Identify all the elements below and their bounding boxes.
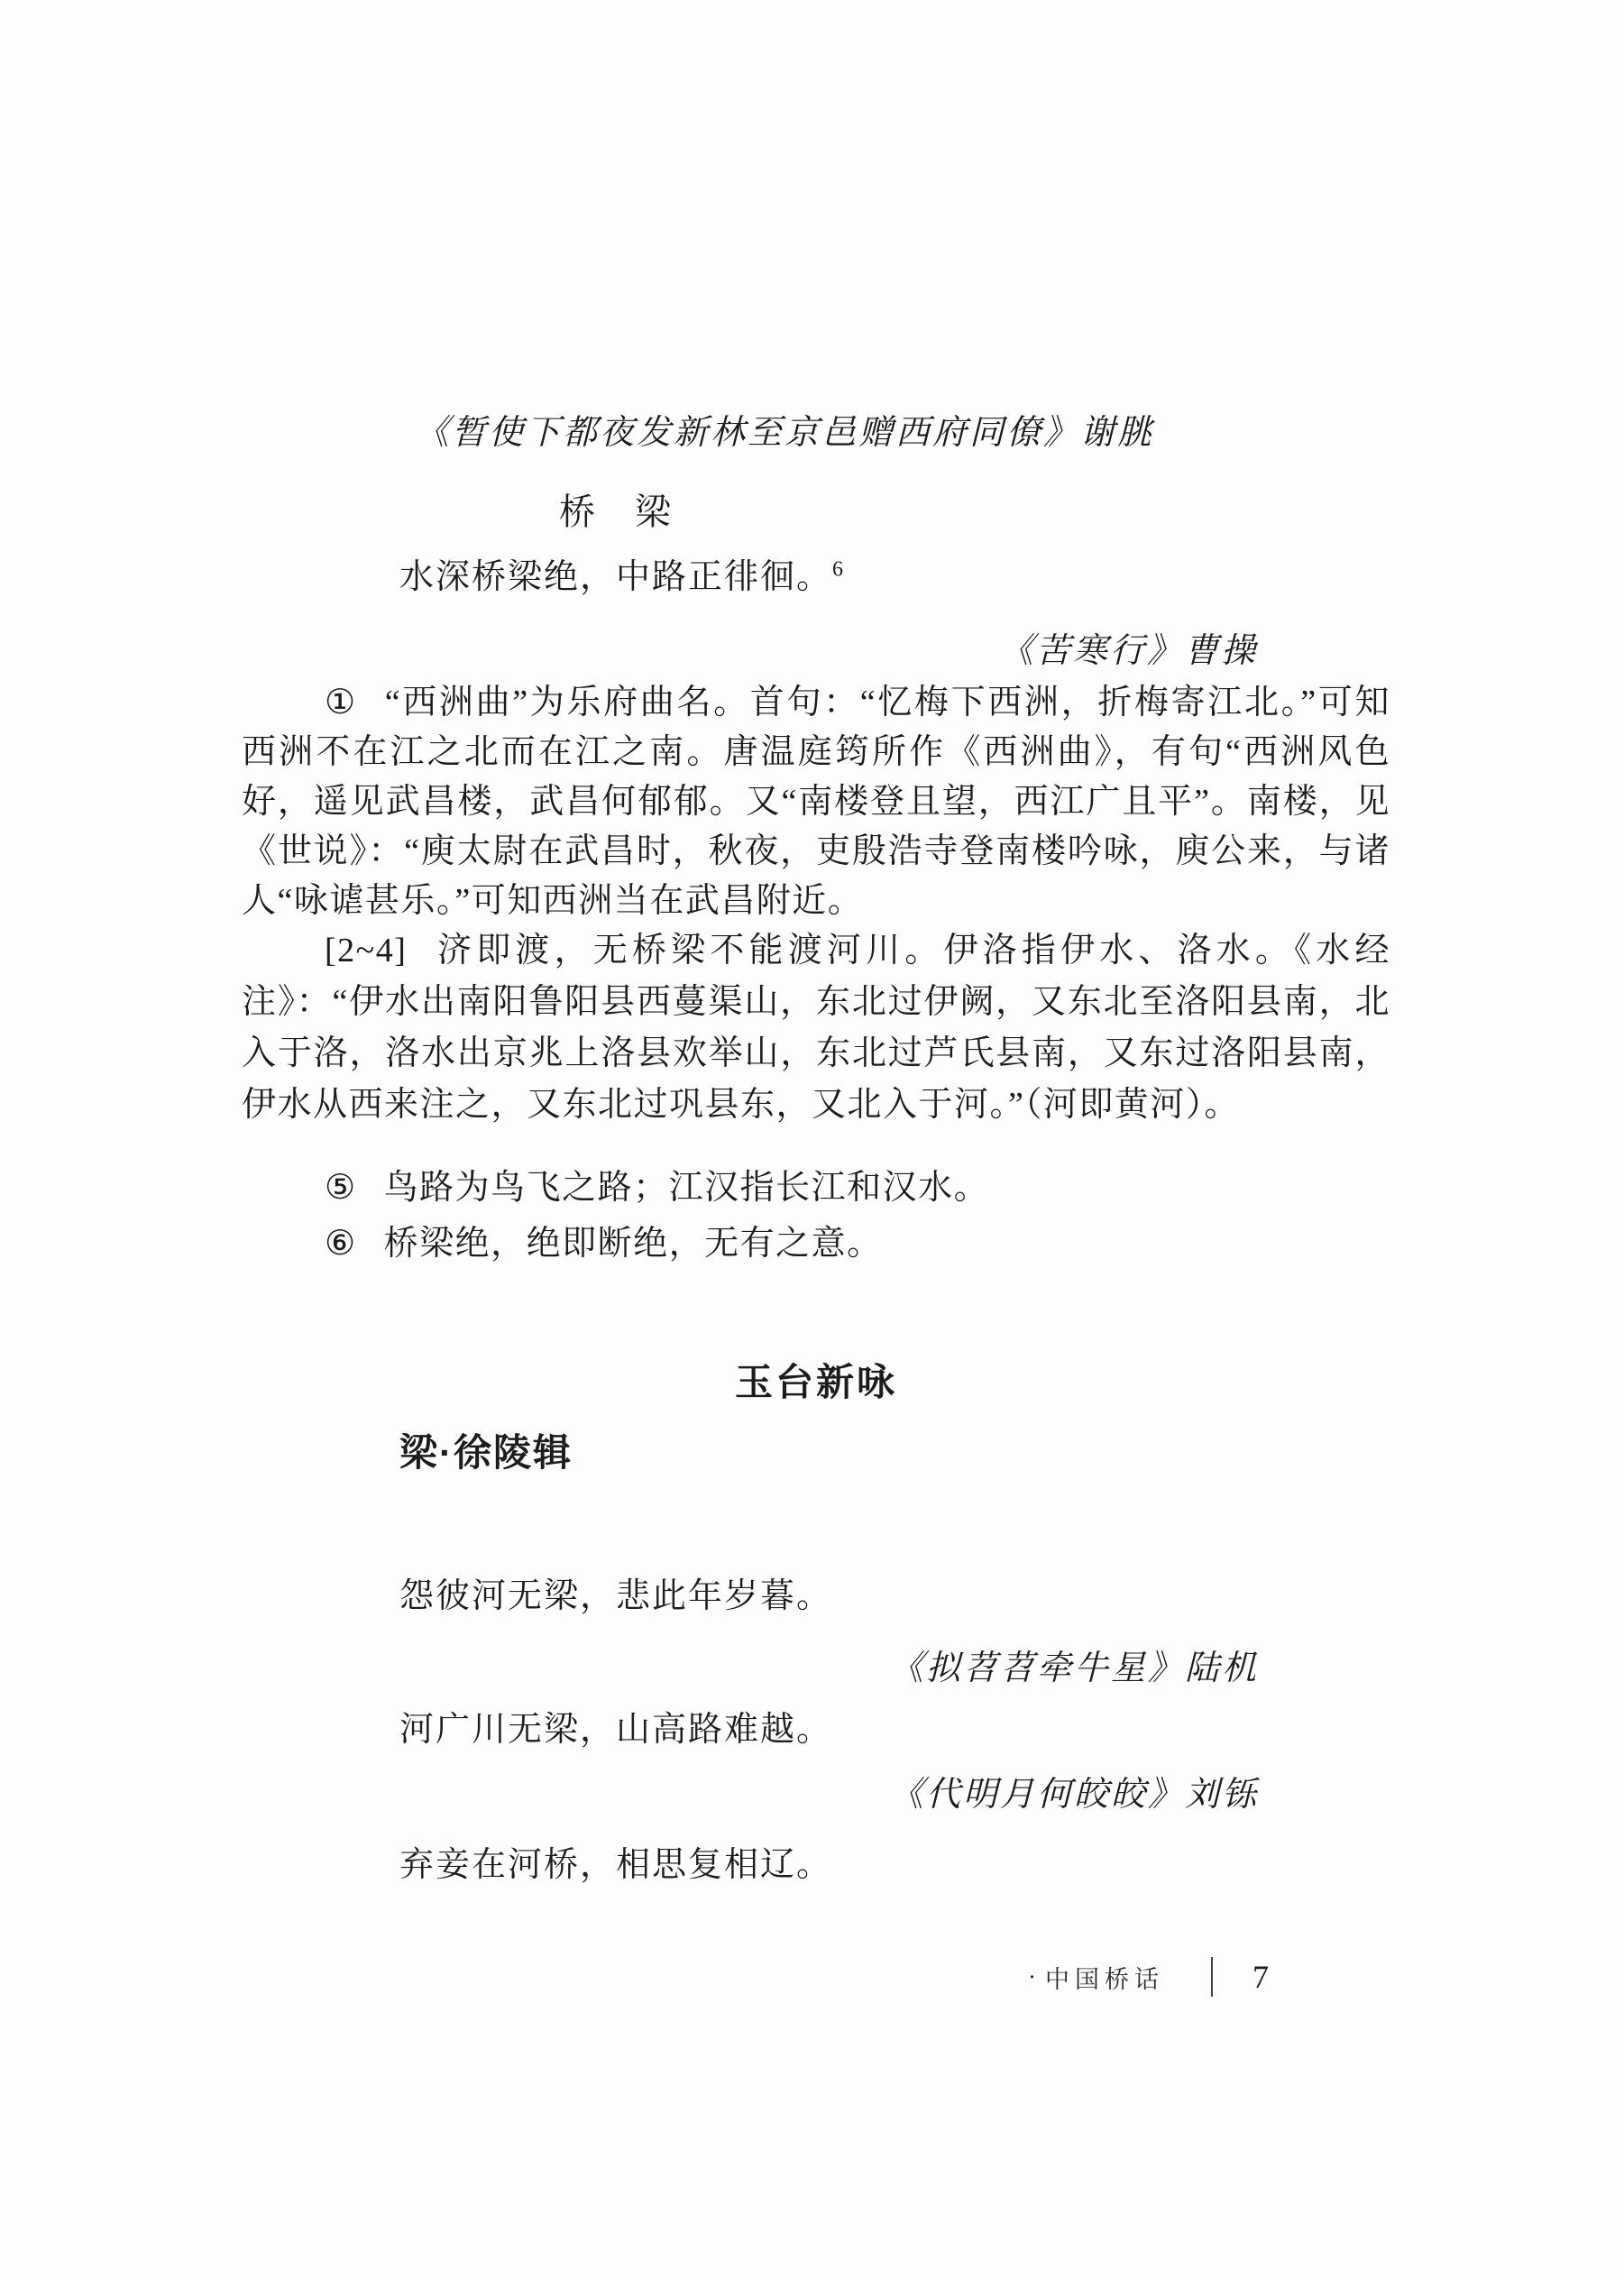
quote-attribution: 《代明月何皎皎》刘铄 — [889, 1776, 1260, 1814]
footnote-marker: ⑤ — [325, 1169, 357, 1207]
footnote-paragraph — [242, 1219, 1390, 1269]
quote-verse: 弃妾在河桥，相思复相辽。 — [399, 1846, 833, 1884]
page-footer — [1028, 1957, 1269, 1997]
verse-line — [399, 548, 845, 598]
anthology-title: 玉台新咏 — [734, 1361, 897, 1403]
quote-verse: 怨彼河无梁，悲此年岁暮。 — [399, 1577, 833, 1615]
footnote-marker: ① — [325, 684, 358, 721]
footnote-marker: [2~4] — [325, 932, 408, 969]
footer-separator — [1211, 1957, 1213, 1997]
footnote-paragraph — [242, 925, 1390, 1131]
footnote-text: 济即渡，无桥梁不能渡河川。伊洛指伊水、洛水。《水经注》：“伊水出南阳鲁阳县西蔓渠山，东北过伊阙，又东北至洛阳县南，北入于洛，洛水出京兆上洛县欢举山，东北过芦氏县南，又东过洛阳县南，伊水从西来注之，又东北过巩县东，又北入于河。”（河即黄河）。 — [242, 932, 1390, 1124]
verse-text: 水深桥梁绝，中路正徘徊。 — [399, 558, 833, 596]
quote-verse: 河广川无梁，山高路难越。 — [399, 1711, 833, 1749]
anthology-editor: 梁·徐陵辑 — [399, 1431, 573, 1474]
footer-bullet: · — [1028, 1962, 1036, 1990]
footnote-paragraph — [242, 1163, 1390, 1213]
poem-attribution: 《苦寒行》曹操 — [999, 632, 1259, 670]
footnote-text: 鸟路为鸟飞之路；江汉指长江和汉水。 — [383, 1169, 990, 1207]
footnote-text: 桥梁绝，绝即断绝，无有之意。 — [383, 1225, 883, 1263]
footnote-marker: ⑥ — [325, 1225, 357, 1263]
poem-attribution-top: 《暂使下都夜发新林至京邑赠西府同僚》谢朓 — [415, 414, 1155, 452]
footer-book-title: 中国桥话 — [1045, 1965, 1164, 1993]
quote-attribution: 《拟苕苕牵牛星》陆机 — [889, 1650, 1260, 1687]
footnote-text: “西洲曲”为乐府曲名。首句：“忆梅下西洲，折梅寄江北。”可知西洲不在江之北而在江之南。唐温庭筠所作《西洲曲》，有句“西洲风色好，遥见武昌楼，武昌何郁郁。又“南楼登且望，西江广且平”。南楼，见《世说》：“庾太尉在武昌时，秋夜，吏殷浩寺登南楼吟咏，庾公来，与诸人“咏谑甚乐。”可知西洲当在武昌附近。 — [242, 684, 1390, 920]
footnote-paragraph — [242, 678, 1390, 926]
section-title: 桥 梁 — [559, 492, 673, 532]
footer-page-number: 7 — [1252, 1959, 1269, 1995]
footnote-reference: 6 — [832, 557, 846, 582]
